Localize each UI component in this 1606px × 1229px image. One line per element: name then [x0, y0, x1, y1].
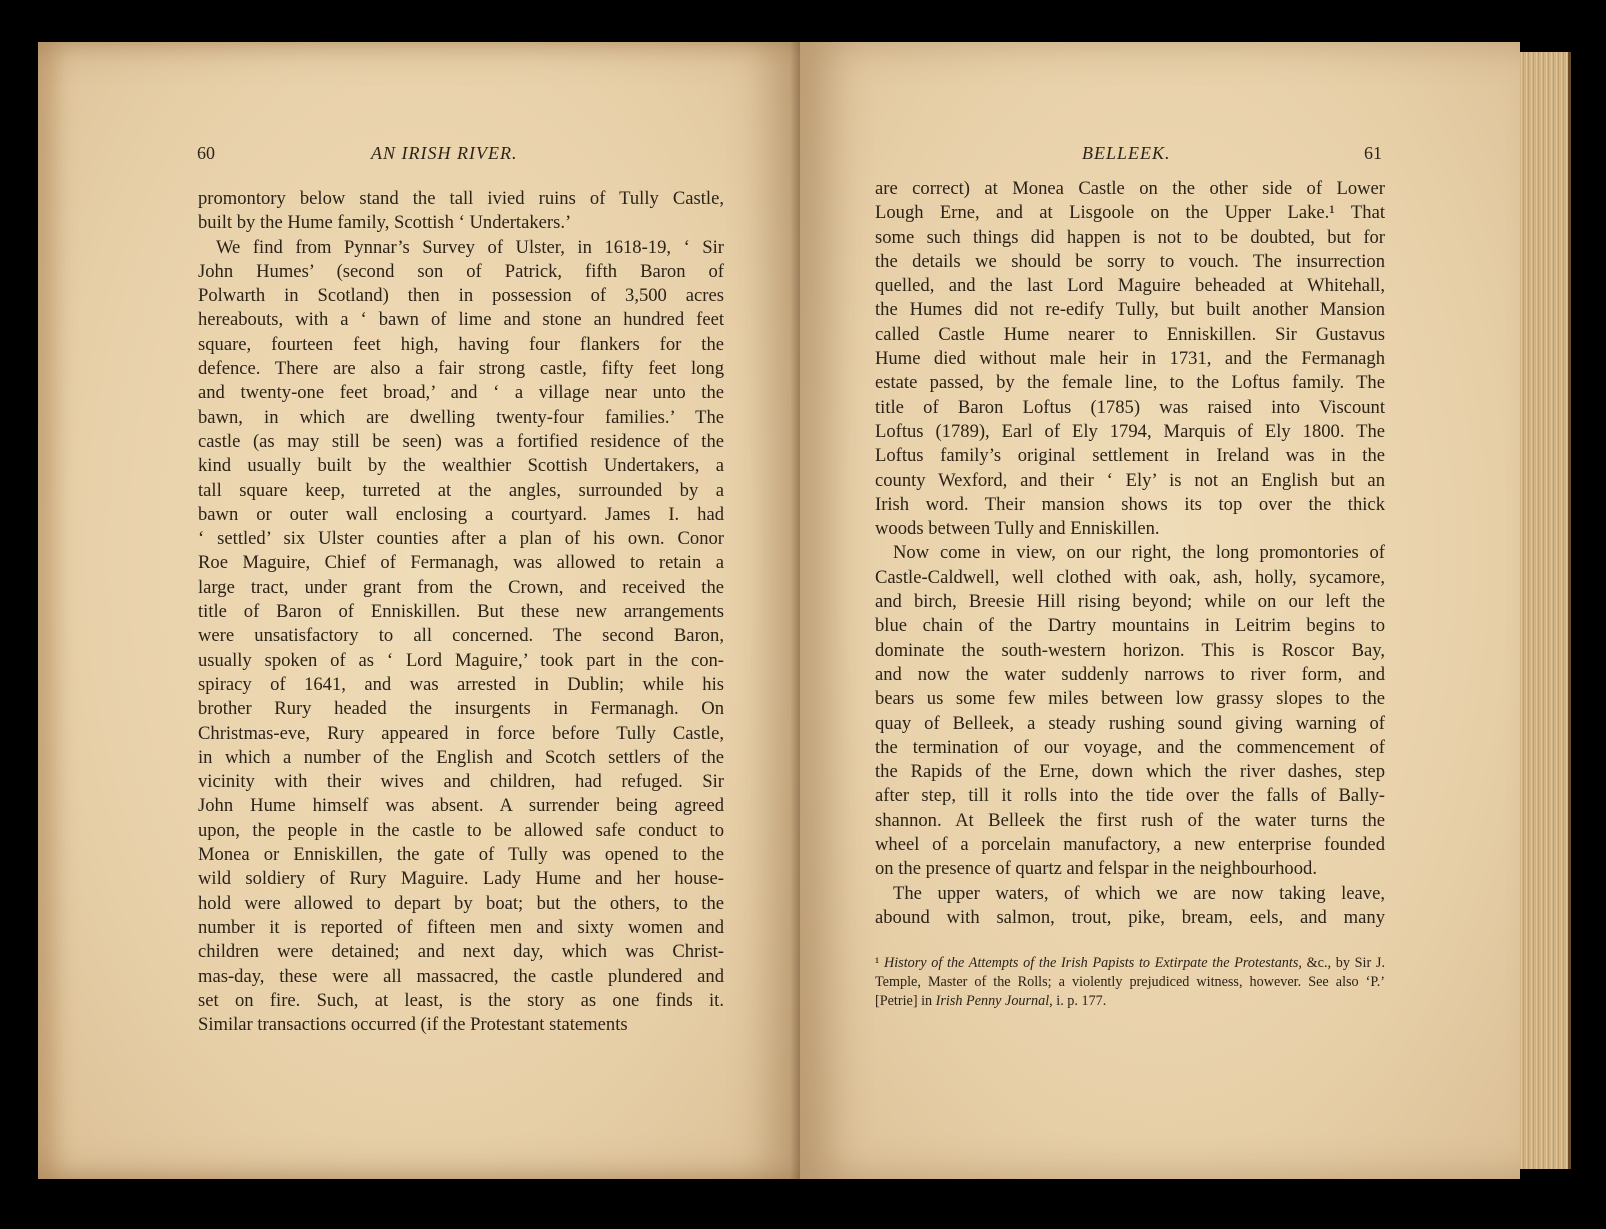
- text-line: the Humes did not re-edify Tully, but built another Mansion: [875, 299, 1385, 321]
- text-line: The upper waters, of which we are now taking leave,: [893, 882, 1385, 904]
- text-line: bawn or outer wall enclosing a courtyard. James I. had: [198, 503, 724, 525]
- text-line: wild soldiery of Rury Maguire. Lady Hume and her house-: [198, 868, 724, 890]
- text-line: castle (as may still be seen) was a fortified residence of the: [198, 430, 724, 452]
- text-line: Similar transactions occurred (if the Protestant statements: [198, 1014, 628, 1036]
- footnote-marker: ¹: [875, 955, 880, 971]
- text-line: Polwarth in Scotland) then in possession of 3,500 acres: [198, 285, 724, 307]
- text-line: on the presence of quartz and felspar in the neighbourhood.: [875, 858, 1317, 880]
- text-line: brother Rury headed the insurgents in Fermanagh. On: [198, 698, 724, 720]
- text-line: some such things did happen is not to be doubted, but for: [875, 226, 1385, 248]
- text-line: ‘ settled’ six Ulster counties after a plan of his own. Conor: [198, 528, 724, 550]
- text-line: quay of Belleek, a steady rushing sound giving warning of: [875, 712, 1385, 734]
- text-line: wheel of a porcelain manufactory, a new enterprise founded: [875, 834, 1385, 856]
- text-line: set on fire. Such, at least, is the story as one finds it.: [198, 989, 724, 1011]
- text-line: mas-day, these were all massacred, the castle plundered and: [198, 965, 724, 987]
- text-line: estate passed, by the female line, to the Loftus family. The: [875, 372, 1385, 394]
- footnote-text-1: &c., by Sir J. Temple, Master of the Rolls; a violently prejudiced witness, however. See also ‘P.’ [Petrie] in: [875, 955, 1385, 1009]
- right-running-head: BELLEEK.: [1082, 143, 1171, 163]
- text-line: Irish word. Their mansion shows its top over the thick: [875, 493, 1385, 515]
- text-line: called Castle Hume nearer to Enniskillen. Sir Gustavus: [875, 323, 1385, 345]
- text-line: number it is reported of fifteen men and sixty women and: [198, 916, 724, 938]
- text-line: upon, the people in the castle to be allowed safe conduct to: [198, 819, 724, 841]
- footnote-italic-journal: Irish Penny Journal,: [935, 993, 1053, 1009]
- text-line: We find from Pynnar’s Survey of Ulster, in 1618-19, ‘ Sir: [216, 236, 724, 258]
- text-line: built by the Hume family, Scottish ‘ Undertakers.’: [198, 212, 572, 234]
- text-line: spiracy of 1641, and was arrested in Dublin; while his: [198, 673, 724, 695]
- footnote-text-2: i. p. 177.: [1056, 993, 1107, 1009]
- left-body-text: [198, 187, 724, 1037]
- text-line: John Humes’ (second son of Patrick, fifth Baron of: [198, 260, 724, 282]
- text-line: kind usually built by the wealthier Scottish Undertakers, a: [198, 455, 724, 477]
- text-line: the Rapids of the Erne, down which the river dashes, step: [875, 761, 1385, 783]
- text-line: John Hume himself was absent. A surrender being agreed: [198, 795, 724, 817]
- text-line: the termination of our voyage, and the commencement of: [875, 736, 1385, 758]
- text-line: Castle-Caldwell, well clothed with oak, ash, holly, sycamore,: [875, 566, 1385, 588]
- text-line: were unsatisfactory to all concerned. The second Baron,: [198, 625, 724, 647]
- right-page-number: 61: [1364, 143, 1382, 163]
- text-line: hold were allowed to depart by boat; but the others, to the: [198, 892, 724, 914]
- text-line: Loftus (1789), Earl of Ely 1794, Marquis of Ely 1800. The: [875, 420, 1385, 442]
- footnote-italic-title: History of the Attempts of the Irish Papists to Extirpate the Protestants,: [883, 955, 1302, 971]
- text-line: Monea or Enniskillen, the gate of Tully was opened to the: [198, 844, 724, 866]
- left-page-number: 60: [197, 143, 215, 163]
- text-line: bears us some few miles between low grassy slopes to the: [875, 688, 1385, 710]
- page-edges: [1520, 52, 1571, 1169]
- open-book: [38, 42, 1568, 1179]
- text-line: children were detained; and next day, which was Christ-: [198, 941, 724, 963]
- left-page: [38, 42, 800, 1179]
- text-line: Now come in view, on our right, the long promontories of: [893, 542, 1385, 564]
- text-line: hereabouts, with a ‘ bawn of lime and stone an hundred feet: [198, 309, 724, 331]
- text-line: title of Baron of Enniskillen. But these new arrangements: [198, 601, 724, 623]
- text-line: and twenty-one feet broad,’ and ‘ a village near unto the: [198, 382, 724, 404]
- text-line: large tract, under grant from the Crown, and received the: [198, 576, 724, 598]
- text-line: blue chain of the Dartry mountains in Leitrim begins to: [875, 615, 1385, 637]
- text-line: county Wexford, and their ‘ Ely’ is not an English but an: [875, 469, 1385, 491]
- text-line: and now the water suddenly narrows to river form, and: [875, 663, 1385, 685]
- text-line: title of Baron Loftus (1785) was raised into Viscount: [875, 396, 1385, 418]
- text-line: promontory below stand the tall ivied ruins of Tully Castle,: [198, 188, 724, 209]
- text-line: Roe Maguire, Chief of Fermanagh, was allowed to retain a: [198, 552, 724, 574]
- text-line: usually spoken of as ‘ Lord Maguire,’ took part in the con-: [198, 649, 724, 671]
- text-line: vicinity with their wives and children, had refuged. Sir: [198, 771, 724, 793]
- text-line: tall square keep, turreted at the angles, surrounded by a: [198, 479, 724, 501]
- text-line: are correct) at Monea Castle on the other side of Lower: [875, 178, 1385, 199]
- text-line: bawn, in which are dwelling twenty-four families.’ The: [198, 406, 724, 428]
- text-line: woods between Tully and Enniskillen.: [875, 518, 1160, 540]
- text-line: and birch, Breesie Hill rising beyond; while on our left the: [875, 591, 1385, 613]
- text-line: dominate the south-western horizon. This is Roscor Bay,: [875, 639, 1385, 661]
- text-line: shannon. At Belleek the first rush of the water turns the: [875, 809, 1385, 831]
- text-line: square, fourteen feet high, having four flankers for the: [198, 333, 724, 355]
- right-body-text: [875, 177, 1385, 930]
- text-line: Loftus family’s original settlement in Ireland was in the: [875, 445, 1385, 467]
- text-line: Hume died without male heir in 1731, and the Fermanagh: [875, 348, 1385, 370]
- text-line: defence. There are also a fair strong castle, fifty feet long: [198, 358, 724, 380]
- text-line: Christmas-eve, Rury appeared in force before Tully Castle,: [198, 722, 724, 744]
- text-line: after step, till it rolls into the tide over the falls of Bally-: [875, 785, 1385, 807]
- left-running-head: AN IRISH RIVER.: [371, 143, 518, 163]
- right-page: [800, 42, 1520, 1179]
- text-line: quelled, and the last Lord Maguire beheaded at Whitehall,: [875, 275, 1385, 297]
- text-line: the details we should be sorry to vouch. The insurrection: [875, 250, 1385, 272]
- text-line: abound with salmon, trout, pike, bream, eels, and many: [875, 906, 1385, 928]
- text-line: in which a number of the English and Scotch settlers of the: [198, 746, 724, 768]
- text-line: Lough Erne, and at Lisgoole on the Upper Lake.¹ That: [875, 202, 1385, 224]
- footnote: [875, 954, 1385, 1011]
